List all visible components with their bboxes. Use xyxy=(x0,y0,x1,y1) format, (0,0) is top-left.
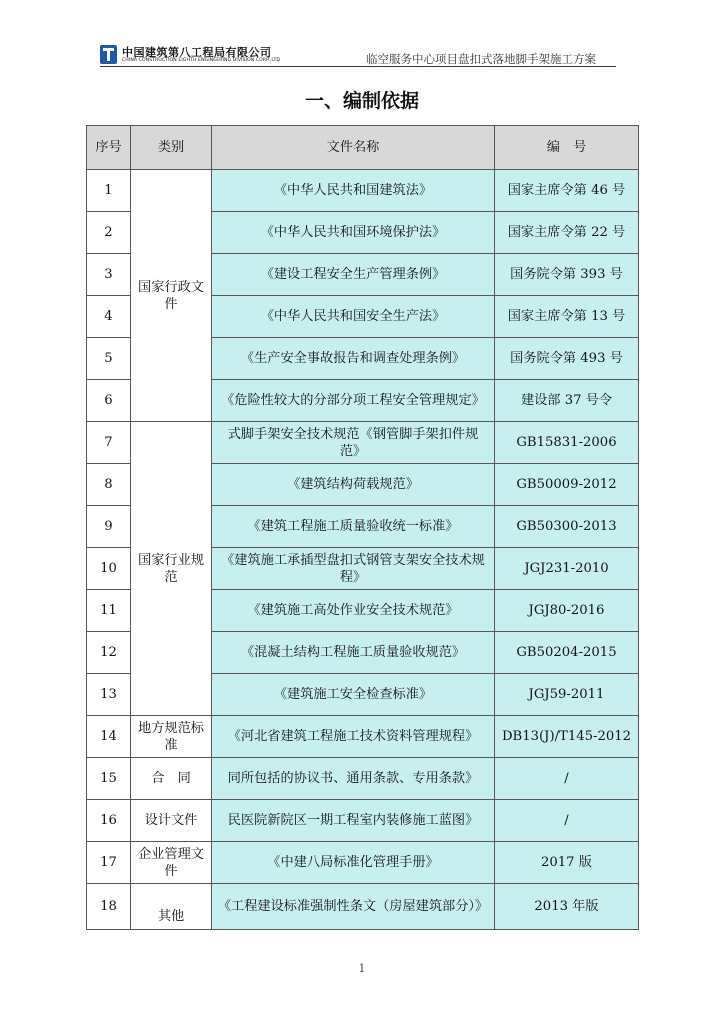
document-name: 《中建八局标准化管理手册》 xyxy=(212,842,495,884)
document-name: 《建筑工程施工质量验收统一标准》 xyxy=(212,506,495,548)
row-no: 10 xyxy=(87,548,131,590)
document-code: GB50009-2012 xyxy=(495,464,639,506)
header-divider xyxy=(100,66,616,67)
category-cell: 设计文件 xyxy=(131,800,212,842)
document-name: 《建设工程安全生产管理条例》 xyxy=(212,254,495,296)
document-code: 国家主席令第 46 号 xyxy=(495,170,639,212)
document-code: / xyxy=(495,800,639,842)
compilation-basis-table xyxy=(86,125,639,930)
row-no: 8 xyxy=(87,464,131,506)
document-name: 《生产安全事故报告和调查处理条例》 xyxy=(212,338,495,380)
document-code: 国家主席令第 22 号 xyxy=(495,212,639,254)
table-row xyxy=(87,170,639,212)
header-category: 类别 xyxy=(131,126,212,170)
document-code: 2013 年版 xyxy=(495,884,639,930)
company-name-en: CHINA CONSTRUCTION EIGHTH ENGINEERING DIVISION CORP.,LTD xyxy=(122,58,280,63)
row-no: 7 xyxy=(87,422,131,464)
document-code: GB15831-2006 xyxy=(495,422,639,464)
row-no: 11 xyxy=(87,590,131,632)
document-code: 国家主席令第 13 号 xyxy=(495,296,639,338)
table-row xyxy=(87,758,639,800)
document-code: JGJ59-2011 xyxy=(495,674,639,716)
document-name: 《建筑施工安全检查标准》 xyxy=(212,674,495,716)
row-no: 9 xyxy=(87,506,131,548)
category-cell: 其他 xyxy=(131,884,212,930)
page-number: 1 xyxy=(358,962,366,975)
document-name: 《中华人民共和国建筑法》 xyxy=(212,170,495,212)
document-name: 《工程建设标准强制性条文（房屋建筑部分）》 xyxy=(212,884,495,930)
document-name xyxy=(212,758,495,800)
row-no: 4 xyxy=(87,296,131,338)
document-code: GB50204-2015 xyxy=(495,632,639,674)
company-logo-icon xyxy=(100,45,117,64)
document-code: 国务院令第 393 号 xyxy=(495,254,639,296)
document-code: DB13(J)/T145-2012 xyxy=(495,716,639,758)
row-no: 18 xyxy=(87,884,131,930)
category-cell: 企业管理文件 xyxy=(131,842,212,884)
category-cell: 合 同 xyxy=(131,758,212,800)
table-header-row xyxy=(87,126,639,170)
document-code: JGJ80-2016 xyxy=(495,590,639,632)
page-header xyxy=(100,44,620,68)
table-row xyxy=(87,884,639,930)
row-no: 13 xyxy=(87,674,131,716)
company-name-cn: 中国建筑第八工程局有限公司 xyxy=(122,46,272,59)
category-cell: 国家行政文件 xyxy=(131,170,212,422)
row-no: 6 xyxy=(87,380,131,422)
document-name xyxy=(212,422,495,464)
document-code: 建设部 37 号令 xyxy=(495,380,639,422)
row-no: 2 xyxy=(87,212,131,254)
document-name-line: 范》 xyxy=(339,443,367,459)
document-name xyxy=(212,800,495,842)
header-no: 序号 xyxy=(87,126,131,170)
document-code: GB50300-2013 xyxy=(495,506,639,548)
document-code: JGJ231-2010 xyxy=(495,548,639,590)
document-name-line: 式脚手架安全技术规范《钢管脚手架扣件规 xyxy=(227,426,479,442)
header-code: 编 号 xyxy=(495,126,639,170)
row-no: 5 xyxy=(87,338,131,380)
row-no: 1 xyxy=(87,170,131,212)
document-name: 《建筑结构荷载规范》 xyxy=(212,464,495,506)
row-no: 12 xyxy=(87,632,131,674)
document-name: 《建筑施工承插型盘扣式钢管支架安全技术规程》 xyxy=(212,548,495,590)
document-name: 《河北省建筑工程施工技术资料管理规程》 xyxy=(212,716,495,758)
header-document-name: 文件名称 xyxy=(212,126,495,170)
document-name: 《中华人民共和国安全生产法》 xyxy=(212,296,495,338)
row-no: 16 xyxy=(87,800,131,842)
category-cell: 国家行业规范 xyxy=(131,422,212,716)
document-name: 《混凝土结构工程施工质量验收规范》 xyxy=(212,632,495,674)
row-no: 14 xyxy=(87,716,131,758)
table-row xyxy=(87,842,639,884)
section-title: 一、编制依据 xyxy=(304,90,419,112)
document-name: 《中华人民共和国环境保护法》 xyxy=(212,212,495,254)
table-row xyxy=(87,800,639,842)
document-name-text: 民医院新院区一期工程室内装修施工蓝图》 xyxy=(227,813,479,828)
row-no: 3 xyxy=(87,254,131,296)
document-name-text: 同所包括的协议书、通用条款、专用条款》 xyxy=(227,771,479,786)
category-cell: 地方规范标准 xyxy=(131,716,212,758)
table-row xyxy=(87,716,639,758)
document-code: 国务院令第 493 号 xyxy=(495,338,639,380)
row-no: 15 xyxy=(87,758,131,800)
document-name: 《建筑施工高处作业安全技术规范》 xyxy=(212,590,495,632)
document-title: 临空服务中心项目盘扣式落地脚手架施工方案 xyxy=(366,52,596,66)
table-row xyxy=(87,422,639,464)
row-no: 17 xyxy=(87,842,131,884)
document-code: 2017 版 xyxy=(495,842,639,884)
document-name: 《危险性较大的分部分项工程安全管理规定》 xyxy=(212,380,495,422)
document-code: / xyxy=(495,758,639,800)
